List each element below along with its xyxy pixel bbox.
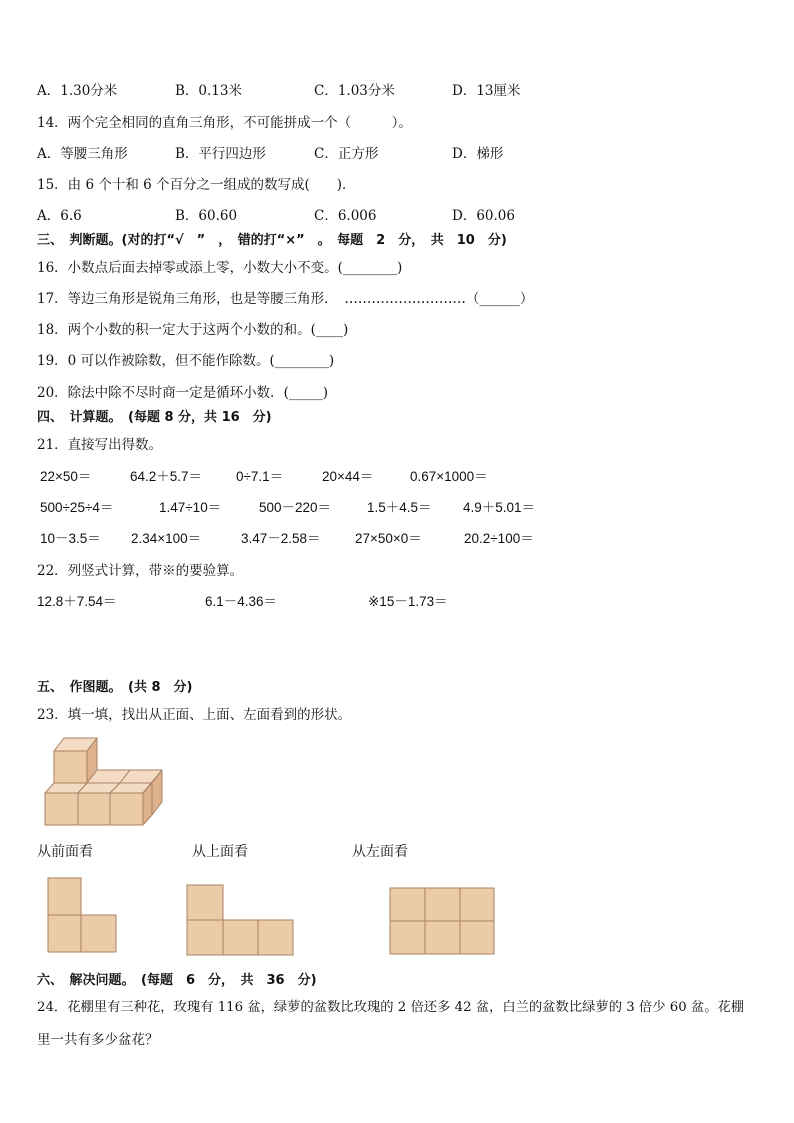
calc-item: 1.5＋4.5＝: [367, 500, 432, 515]
view-label-top: 从上面看: [192, 844, 248, 860]
calc-item: 0.67×1000＝: [410, 469, 488, 484]
calc-item: 22×50＝: [40, 469, 92, 484]
q13-option-b: B．0.13米: [175, 83, 242, 99]
front-view-figure: [47, 877, 119, 955]
q21-text: 21．直接写出得数。: [37, 437, 163, 453]
q14-text: 14．两个完全相同的直角三角形，不可能拼成一个（ ）。: [37, 115, 412, 131]
q24-text-line1: 24．花棚里有三种花，玫瑰有 116 盆，绿萝的盆数比玫瑰的 2 倍还多 42 盆，白兰的盆数比绿萝的 3 倍少 60 盆。花棚: [37, 1000, 745, 1015]
section-3-heading: 三、 判断题。(对的打“√ ” ， 错的打“×” 。 每题 2 分， 共 10 分): [37, 233, 507, 248]
cube-stack-figure: [40, 734, 175, 829]
q13-option-c: C．1.03分米: [314, 83, 395, 99]
section-5-heading: 五、 作图题。 (共 8 分): [37, 680, 193, 695]
calc-item: 10－3.5＝: [40, 531, 101, 546]
q22-item: ※15－1.73＝: [368, 594, 448, 609]
calc-item: 27×50×0＝: [355, 531, 422, 546]
calc-item: 0÷7.1＝: [236, 469, 284, 484]
q14-option-b: B．平行四边形: [175, 146, 266, 162]
q15-text: 15．由 6 个十和 6 个百分之一组成的数写成( )．: [37, 177, 356, 193]
q22-item: 12.8＋7.54＝: [37, 594, 117, 609]
calc-item: 4.9＋5.01＝: [463, 500, 536, 515]
q22-text: 22．列竖式计算，带※的要验算。: [37, 563, 244, 579]
q13-option-a: A．1.30分米: [37, 83, 118, 99]
q13-option-d: D．13厘米: [452, 83, 521, 99]
q19-text: 19．0 可以作被除数，但不能作除数。(________): [37, 353, 335, 369]
q17-text: 17．等边三角形是锐角三角形，也是等腰三角形． ………………………（______）: [37, 291, 534, 307]
top-view-figure: [186, 884, 296, 958]
q20-text: 20．除法中除不尽时商一定是循环小数．(_____): [37, 385, 328, 401]
q16-text: 16．小数点后面去掉零或添上零，小数大小不变。(________): [37, 260, 403, 276]
q15-option-d: D．60.06: [452, 208, 515, 224]
q15-option-a: A．6.6: [37, 208, 82, 224]
section-4-heading: 四、 计算题。 (每题 8 分，共 16 分): [37, 410, 272, 425]
q15-option-b: B．60.60: [175, 208, 238, 224]
q18-text: 18．两个小数的积一定大于这两个小数的和。(____): [37, 322, 349, 338]
q14-option-c: C．正方形: [314, 146, 379, 162]
calc-item: 20.2÷100＝: [464, 531, 534, 546]
q23-text: 23．填一填，找出从正面、上面、左面看到的形状。: [37, 707, 352, 723]
calc-item: 1.47÷10＝: [159, 500, 222, 515]
calc-item: 500－220＝: [259, 500, 332, 515]
view-label-left: 从左面看: [352, 844, 408, 860]
calc-item: 20×44＝: [322, 469, 374, 484]
q14-option-a: A．等腰三角形: [37, 146, 128, 162]
q24-text-line2: 里一共有多少盆花？: [37, 1032, 159, 1048]
calc-item: 3.47－2.58＝: [241, 531, 321, 546]
q22-item: 6.1－4.36＝: [205, 594, 278, 609]
q14-option-d: D．梯形: [452, 146, 504, 162]
section-6-heading: 六、 解决问题。 (每题 6 分， 共 36 分): [37, 973, 317, 988]
calc-item: 2.34×100＝: [131, 531, 202, 546]
calc-item: 500÷25÷4＝: [40, 500, 114, 515]
calc-item: 64.2＋5.7＝: [130, 469, 203, 484]
view-label-front: 从前面看: [37, 844, 93, 860]
q15-option-c: C．6.006: [314, 208, 377, 224]
left-view-figure: [389, 887, 497, 957]
